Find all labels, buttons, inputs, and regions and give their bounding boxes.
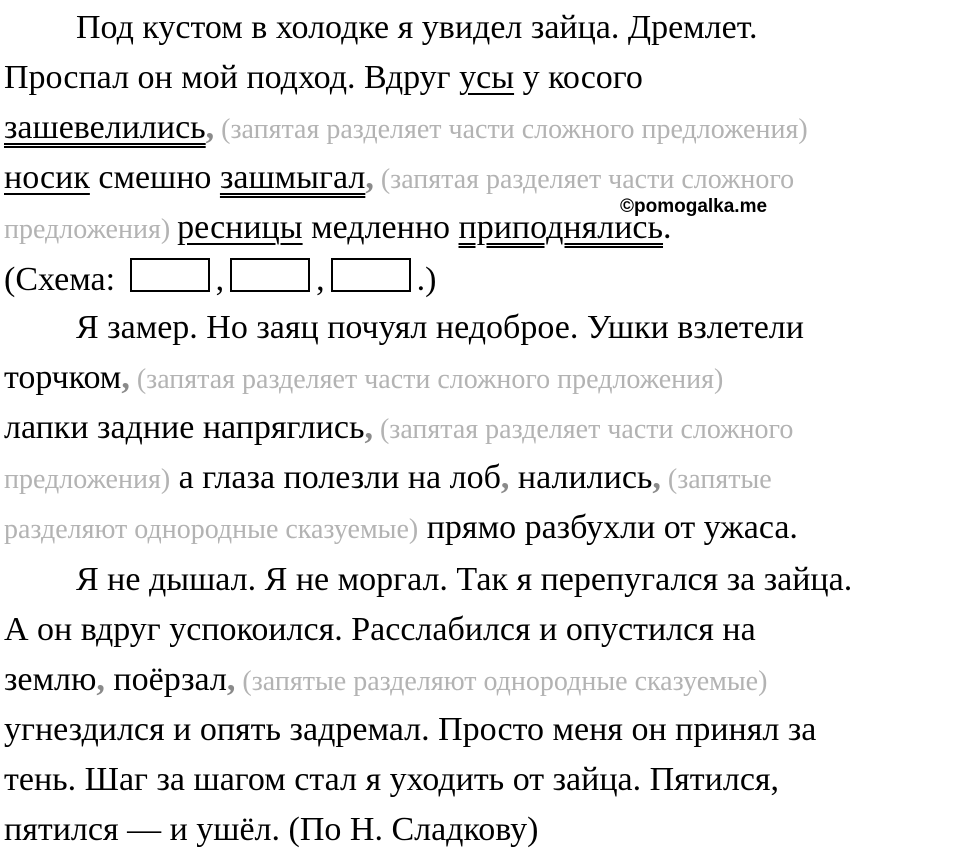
predicate-underlined: зашмыгал xyxy=(219,159,366,196)
grammar-note: (запятая разделяет части сложного xyxy=(373,164,795,195)
scheme-comma: , xyxy=(215,261,225,298)
grammar-note: предложения) xyxy=(4,464,171,495)
text: тень. Шаг за шагом стал я уходить от зайца. Пятился, xyxy=(4,761,780,798)
text: землю xyxy=(4,661,97,698)
comma-mark: , xyxy=(652,459,661,496)
subject-underlined: носик xyxy=(4,159,90,196)
grammar-note: (запятые xyxy=(660,464,772,495)
scheme-label: (Схема: xyxy=(4,261,124,298)
p2-line-1 xyxy=(76,308,804,348)
comma-mark: , xyxy=(96,661,105,698)
p2-line-5 xyxy=(4,508,798,548)
scheme-end: .) xyxy=(416,261,437,298)
comma-mark: , xyxy=(500,459,510,496)
grammar-note: (запятая разделяет части сложного xyxy=(372,414,794,445)
text: медленно xyxy=(302,209,459,246)
text: угнездился и опять задремал. Просто меня он принял за xyxy=(4,711,817,748)
grammar-note: (запятые разделяют однородные сказуемые) xyxy=(235,666,768,697)
subject-underlined: усы xyxy=(459,59,515,96)
p3-line-1 xyxy=(76,560,852,600)
p3-line-3 xyxy=(4,660,767,700)
p3-line-6 xyxy=(4,810,539,850)
comma-mark: , xyxy=(205,109,215,146)
subject-underlined: ресницы xyxy=(177,209,303,246)
p3-line-2 xyxy=(4,610,756,650)
scheme-box-1 xyxy=(130,258,210,292)
text: налились xyxy=(509,459,653,496)
p2-line-4 xyxy=(4,458,772,498)
p1-line-4 xyxy=(4,158,794,198)
text: поёрзал xyxy=(104,661,227,698)
text: смешно xyxy=(89,159,220,196)
p1-line-5 xyxy=(4,208,672,248)
text: а глаза полезли на лоб xyxy=(170,459,501,496)
p1-line-1 xyxy=(76,8,758,48)
grammar-note: разделяют однородные сказуемые) xyxy=(4,514,419,545)
watermark: ©pomogalka.me xyxy=(620,196,768,217)
p1-line-3 xyxy=(4,108,808,148)
scheme-line xyxy=(4,258,436,298)
text: у косого xyxy=(514,59,643,96)
scheme-box-3 xyxy=(331,258,411,292)
p1-line-2 xyxy=(4,58,643,98)
grammar-note: (запятая разделяет части сложного предложения) xyxy=(129,364,724,395)
comma-mark: , xyxy=(364,409,373,446)
text: торчком xyxy=(4,359,122,396)
text: Я не дышал. Я не моргал. Так я перепугался за зайца. xyxy=(76,561,853,598)
p1-text: Под кустом в холодке я увидел зайца. Дремлет. xyxy=(76,9,758,46)
text: лапки задние напряглись xyxy=(4,409,365,446)
comma-mark: , xyxy=(121,359,130,396)
comma-mark: , xyxy=(226,661,236,698)
text: прямо разбухли от ужаса. xyxy=(418,509,798,546)
p3-line-4 xyxy=(4,710,816,750)
text: Проспал он мой подход. Вдруг xyxy=(4,59,460,96)
scheme-comma: , xyxy=(316,261,325,298)
p3-line-5 xyxy=(4,760,779,800)
p2-line-3 xyxy=(4,408,793,448)
text: . xyxy=(663,209,672,246)
text: А он вдруг успокоился. Расслабился и опустился на xyxy=(4,611,756,648)
text: Я замер. Но заяц почуял недоброе. Ушки взлетели xyxy=(76,309,804,346)
scheme-box-2 xyxy=(230,258,310,292)
comma-mark: , xyxy=(365,159,374,196)
grammar-note: (запятая разделяет части сложного предложения) xyxy=(214,114,808,145)
predicate-underlined: приподнялись xyxy=(458,209,664,246)
predicate-underlined: зашевелились xyxy=(4,109,206,146)
p2-line-2 xyxy=(4,358,723,398)
grammar-note: предложения) xyxy=(4,214,178,245)
text: пятился — и ушёл. (По Н. Сладкову) xyxy=(4,811,539,848)
